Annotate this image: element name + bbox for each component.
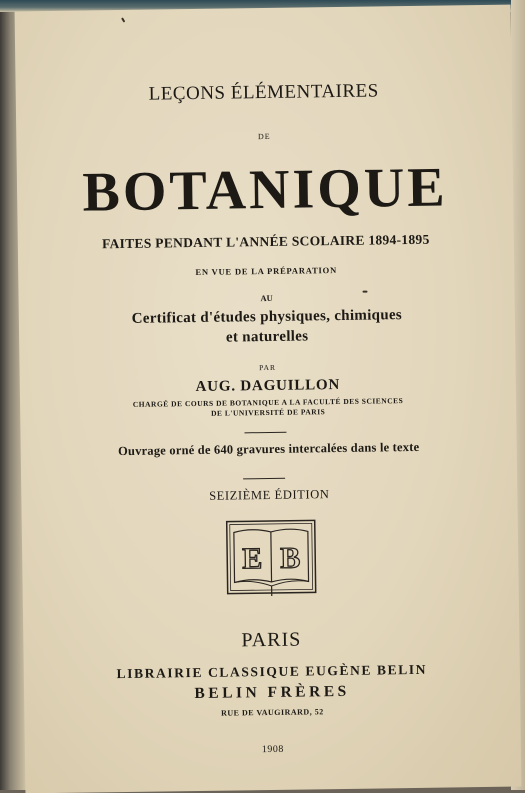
logo-letter-b: B xyxy=(280,542,300,575)
par-line: PAR xyxy=(20,360,516,376)
publisher-book-logo xyxy=(225,517,318,598)
title-page xyxy=(15,5,522,793)
edition-line: SEIZIÈME ÉDITION xyxy=(21,485,517,507)
publisher-line-2: BELIN FRÈRES xyxy=(24,681,520,706)
publisher-city: PARIS xyxy=(23,626,519,656)
author-title-line-1: CHARGÉ DE COURS DE BOTANIQUE A LA FACULTÉ DES SCIENCES xyxy=(20,395,516,412)
book-subject-title: BOTANIQUE xyxy=(17,155,514,226)
author-name: AUG. DAGUILLON xyxy=(20,375,516,399)
ink-mark xyxy=(121,17,125,22)
engravings-line: Ouvrage orné de 640 gravures intercalées dans le texte xyxy=(21,439,517,461)
divider-rule xyxy=(244,432,286,434)
course-year-line: FAITES PENDANT L'ANNÉE SCOLAIRE 1894-1895 xyxy=(18,231,514,254)
heading-de: DE xyxy=(16,129,512,145)
certificate-line-2: et naturelles xyxy=(19,326,515,350)
preparation-line: EN VUE DE LA PRÉPARATION xyxy=(18,263,514,280)
author-title xyxy=(20,395,516,422)
author-title-line-2: DE L'UNIVERSITÉ DE PARIS xyxy=(20,405,516,422)
book-heading: LEÇONS ÉLÉMENTAIRES xyxy=(16,79,512,108)
publisher-line-1: LIBRAIRIE CLASSIQUE EUGÈNE BELIN xyxy=(24,661,520,684)
logo-letter-e: E xyxy=(242,542,262,575)
publisher-address: RUE DE VAUGIRARD, 52 xyxy=(24,705,520,721)
certificate-line-1: Certificat d'études physiques, chimiques xyxy=(19,306,515,330)
publication-year: 1908 xyxy=(25,741,521,759)
divider-rule xyxy=(243,478,285,480)
au-line: AU xyxy=(19,290,515,307)
